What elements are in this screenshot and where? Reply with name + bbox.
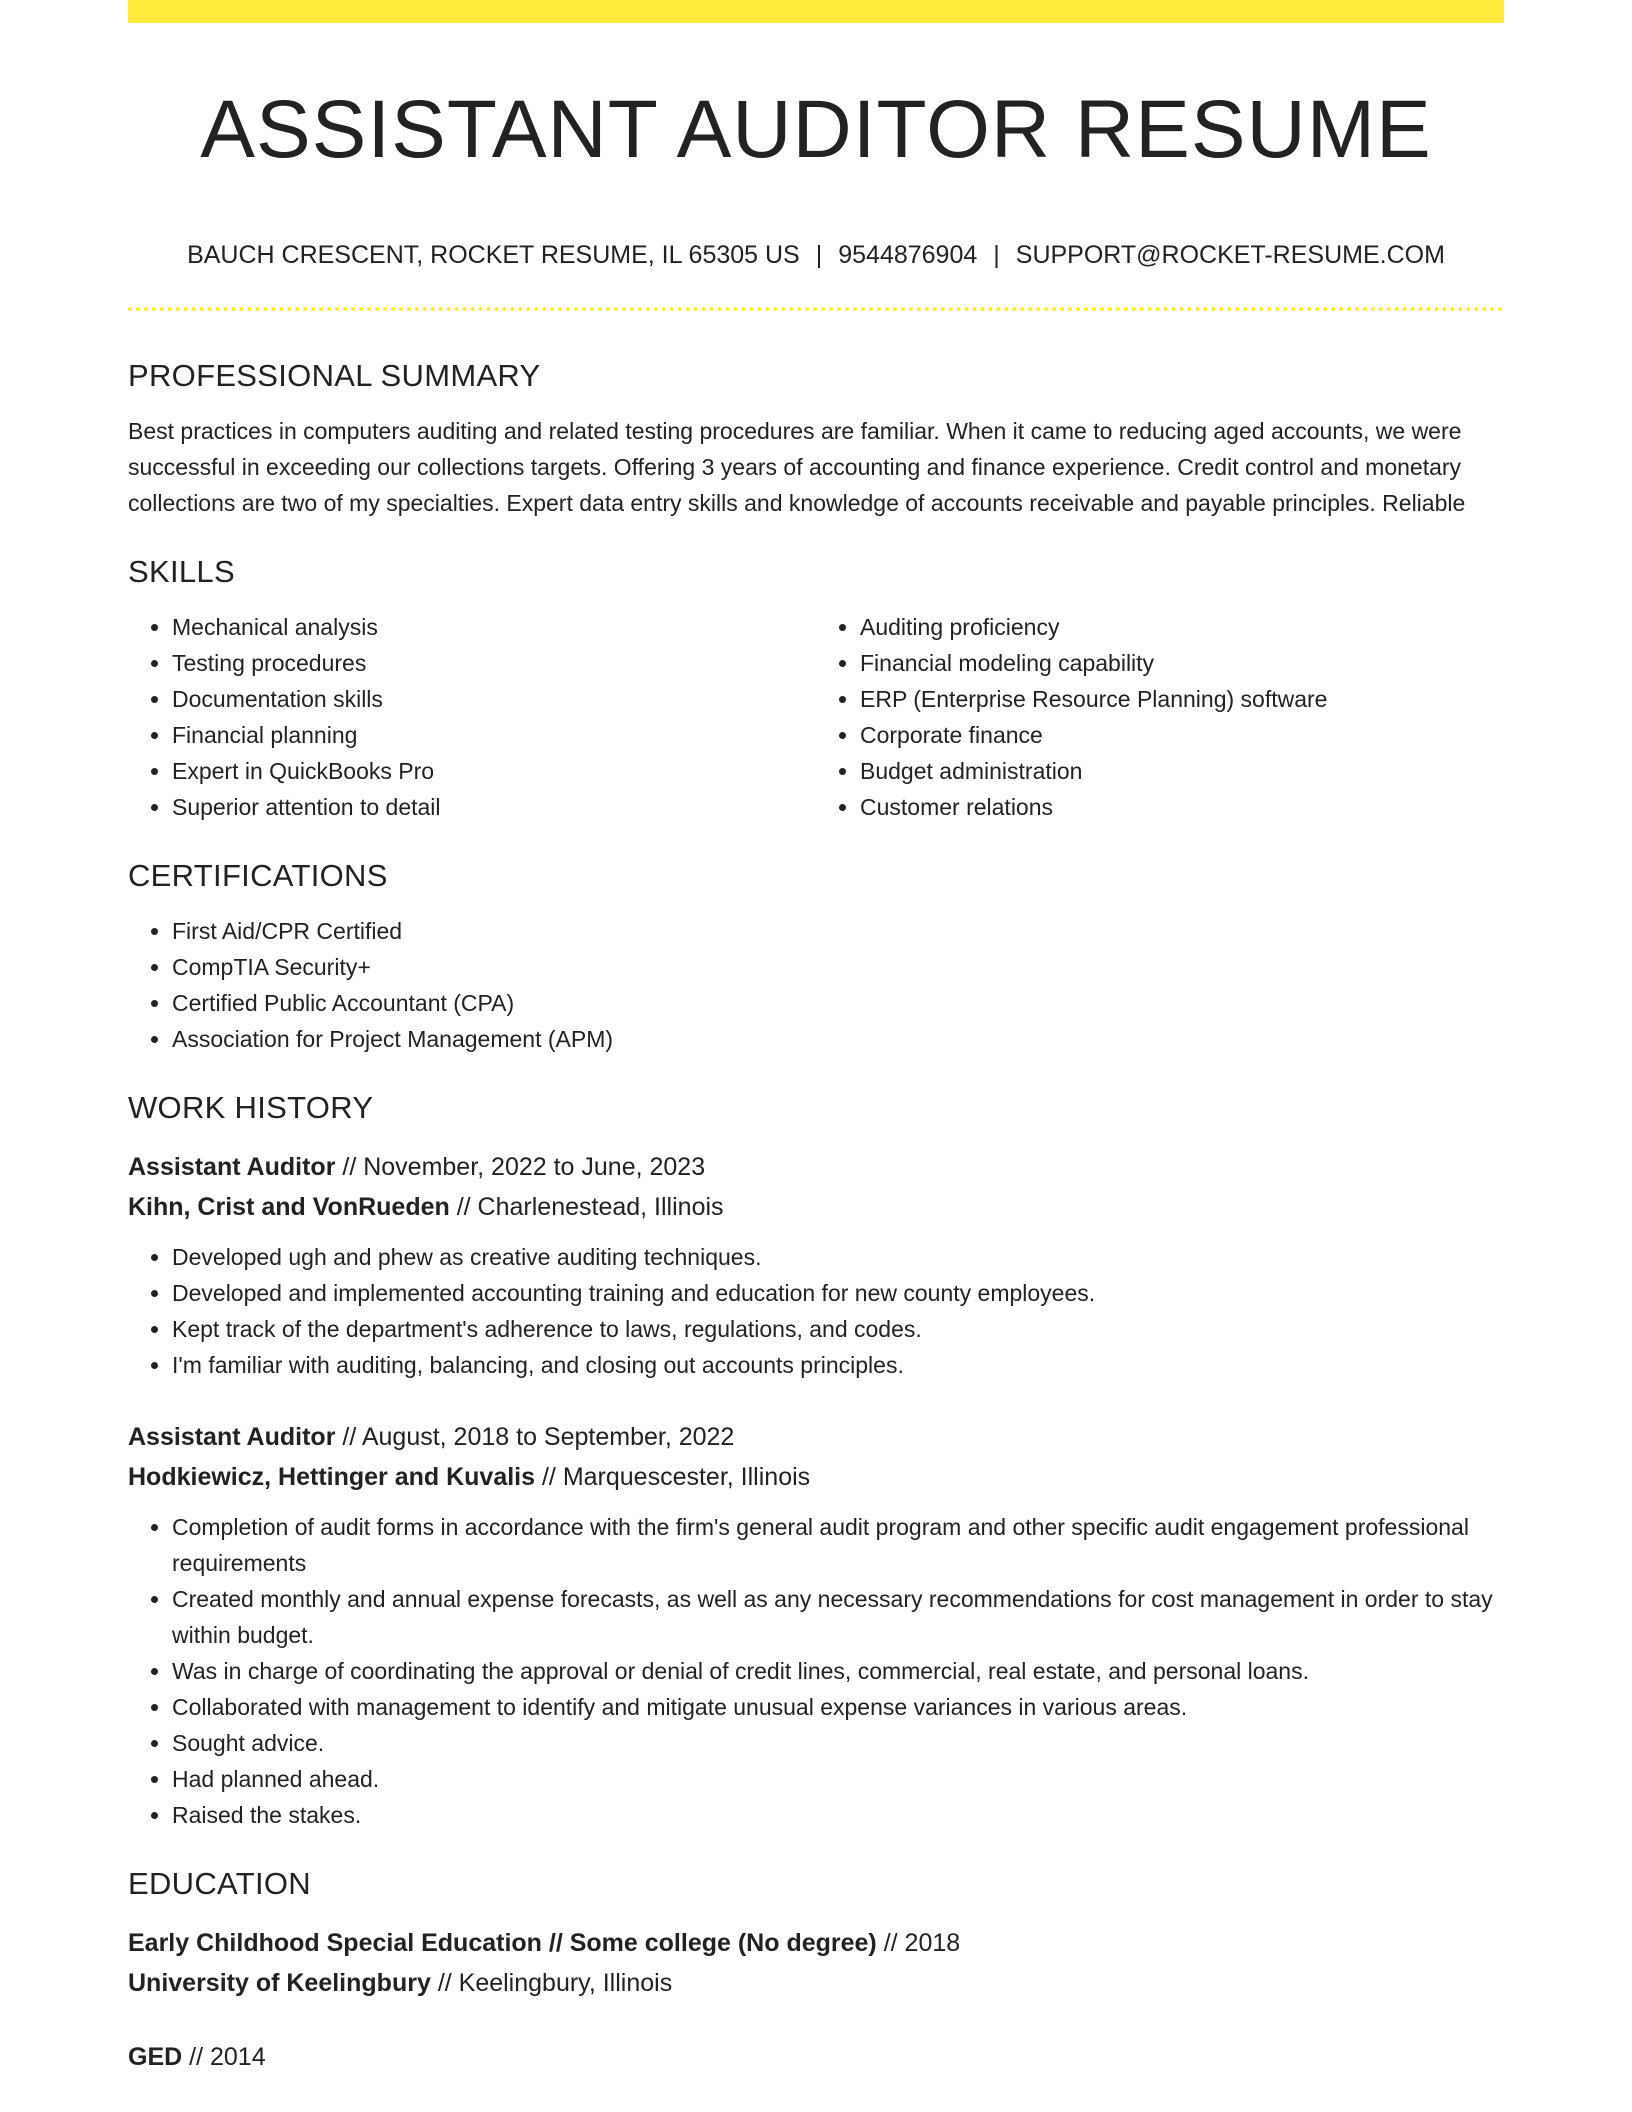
job-bullet: • Kept track of the department's adherence to laws, regulations, and codes. xyxy=(172,1311,1504,1347)
summary-text: Best practices in computers auditing and related testing procedures are familiar. When it came to reducing aged accounts, we were successful in exceeding our collections targets. Offering 3 years of accounting and finance experience. Credit control and monetary collections are two of my specialties. Expert data entry skills and knowledge of accounts receivable and payable principles. Reliable xyxy=(128,418,1466,516)
resume-title: ASSISTANT AUDITOR RESUME xyxy=(200,84,1432,175)
top-accent-bar xyxy=(128,0,1504,23)
job-bullet: • Raised the stakes. xyxy=(172,1797,1504,1833)
job-company-line xyxy=(128,1187,1504,1227)
job-bullet: • Completion of audit forms in accordance with the firm's general audit program and other specific audit engagement professional requirements xyxy=(172,1509,1504,1581)
certification-item: • Certified Public Accountant (CPA) xyxy=(172,985,1504,1021)
job-dates: // August, 2018 to September, 2022 xyxy=(342,1423,735,1451)
education-year: // 2018 xyxy=(883,1929,961,1957)
skill-item: • Auditing proficiency xyxy=(860,609,1504,645)
skill-item: • Customer relations xyxy=(860,789,1504,825)
job-company: Hodkiewicz, Hettinger and Kuvalis xyxy=(128,1463,536,1491)
job-bullet-list xyxy=(128,1509,1504,1833)
job-company-line xyxy=(128,1457,1504,1497)
education-degree: GED xyxy=(128,2043,183,2071)
skill-item: • ERP (Enterprise Resource Planning) software xyxy=(860,681,1504,717)
skills-list-left xyxy=(128,609,816,825)
skill-item: • Documentation skills xyxy=(172,681,816,717)
certifications-section xyxy=(128,855,1504,1057)
contact-phone: 9544876904 xyxy=(838,241,978,269)
education-school-line xyxy=(128,1963,1504,2003)
resume-content xyxy=(128,355,1504,2077)
skill-item: • Financial modeling capability xyxy=(860,645,1504,681)
job-bullet: • Created monthly and annual expense forecasts, as well as any necessary recommendations for cost management in order to stay within budget. xyxy=(172,1581,1504,1653)
education-year: // 2014 xyxy=(189,2043,266,2071)
skill-item: • Mechanical analysis xyxy=(172,609,816,645)
skill-item: • Superior attention to detail xyxy=(172,789,816,825)
work-history-heading: WORK HISTORY xyxy=(128,1090,374,1125)
contact-email: SUPPORT@ROCKET-RESUME.COM xyxy=(1015,241,1445,269)
education-school: University of Keelingbury xyxy=(128,1969,431,1997)
skills-list-right xyxy=(816,609,1504,825)
job-title: Assistant Auditor xyxy=(128,1153,336,1181)
education-degree-line xyxy=(128,2037,1504,2077)
contact-line xyxy=(128,236,1504,274)
skill-item: • Expert in QuickBooks Pro xyxy=(172,753,816,789)
education-degree-line xyxy=(128,1923,1504,1963)
summary-section xyxy=(128,355,1504,521)
job-title-line xyxy=(128,1417,1504,1457)
job-company: Kihn, Crist and VonRueden xyxy=(128,1193,450,1221)
job-bullet: • Was in charge of coordinating the approval or denial of credit lines, commercial, real estate, and personal loans. xyxy=(172,1653,1504,1689)
skill-item: • Testing procedures xyxy=(172,645,816,681)
summary-heading: PROFESSIONAL SUMMARY xyxy=(128,358,541,393)
job-location: // Marquescester, Illinois xyxy=(541,1463,811,1491)
job-bullet-list xyxy=(128,1239,1504,1383)
certifications-list xyxy=(128,913,1504,1057)
contact-separator: | xyxy=(815,241,823,269)
skills-columns xyxy=(128,609,1504,825)
skill-item: • Budget administration xyxy=(860,753,1504,789)
certifications-heading: CERTIFICATIONS xyxy=(128,858,388,893)
dotted-divider xyxy=(128,307,1504,311)
job-title-line xyxy=(128,1147,1504,1187)
job-bullet: • Developed ugh and phew as creative auditing techniques. xyxy=(172,1239,1504,1275)
job-bullet: • I'm familiar with auditing, balancing, and closing out accounts principles. xyxy=(172,1347,1504,1383)
certification-item: • CompTIA Security+ xyxy=(172,949,1504,985)
certification-item: • Association for Project Management (APM) xyxy=(172,1021,1504,1057)
job-bullet: • Sought advice. xyxy=(172,1725,1504,1761)
education-location: // Keelingbury, Illinois xyxy=(437,1969,673,1997)
contact-separator: | xyxy=(993,241,1000,269)
job-bullet: • Collaborated with management to identify and mitigate unusual expense variances in various areas. xyxy=(172,1689,1504,1725)
job-bullet: • Had planned ahead. xyxy=(172,1761,1504,1797)
contact-address: BAUCH CRESCENT, ROCKET RESUME, IL 65305 US xyxy=(187,241,800,269)
skill-item: • Financial planning xyxy=(172,717,816,753)
skills-section xyxy=(128,551,1504,825)
job-dates: // November, 2022 to June, 2023 xyxy=(342,1153,706,1181)
education-heading: EDUCATION xyxy=(128,1866,311,1901)
work-history-section xyxy=(128,1087,1504,1833)
certification-item: • First Aid/CPR Certified xyxy=(172,913,1504,949)
skill-item: • Corporate finance xyxy=(860,717,1504,753)
job-bullet: • Developed and implemented accounting training and education for new county employees. xyxy=(172,1275,1504,1311)
job-location: // Charlenestead, Illinois xyxy=(456,1193,724,1221)
education-section xyxy=(128,1863,1504,2077)
job-title: Assistant Auditor xyxy=(128,1423,336,1451)
skills-heading: SKILLS xyxy=(128,554,235,589)
education-degree: Early Childhood Special Education // Some college (No degree) xyxy=(128,1929,877,1957)
